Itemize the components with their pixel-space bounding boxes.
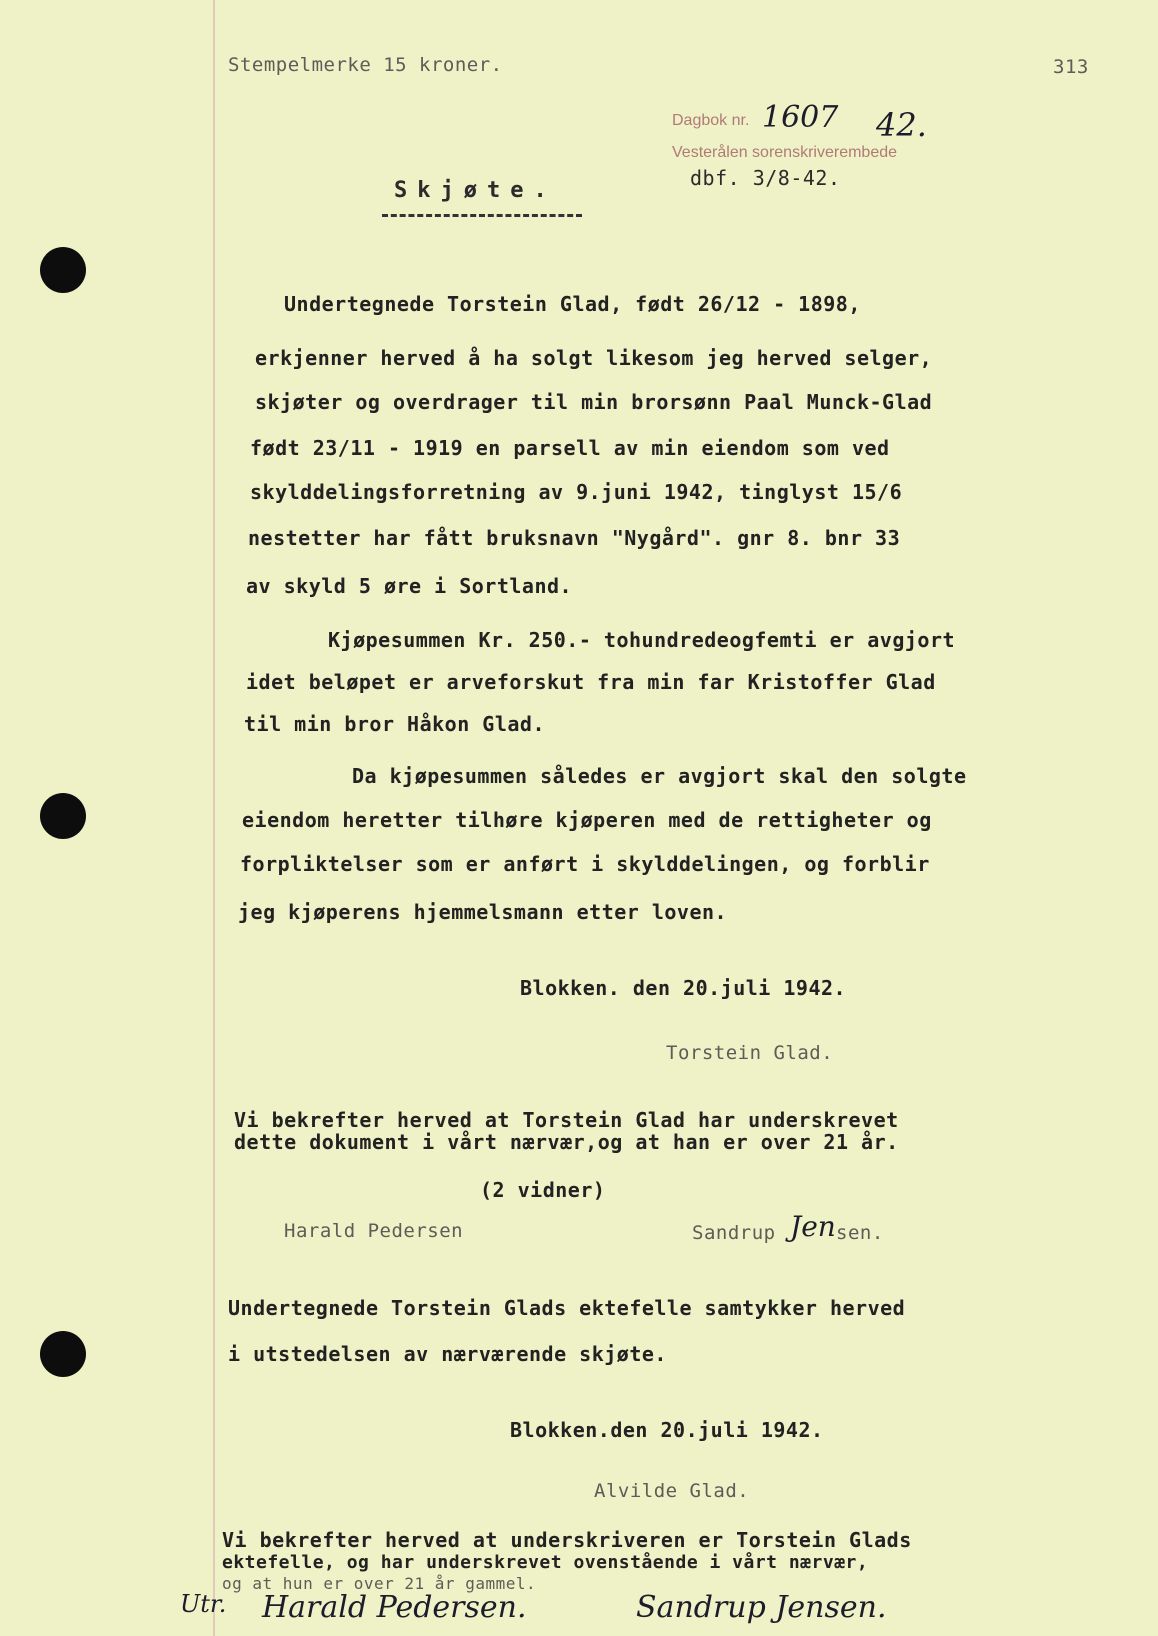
place-date: Blokken.den 20.juli 1942. <box>510 1418 824 1442</box>
spouse-text: i utstedelsen av nærværende skjøte. <box>228 1342 667 1366</box>
punch-hole <box>40 247 86 293</box>
spouse-text: Undertegnede Torstein Glads ektefelle samtykker herved <box>228 1296 906 1320</box>
stamp-note: Stempelmerke 15 kroner. <box>228 54 503 76</box>
body-line: født 23/11 - 1919 en parsell av min eiendom som ved <box>250 436 890 460</box>
signer-name: Torstein Glad. <box>666 1042 834 1064</box>
document-title: Skjøte. <box>394 178 557 203</box>
body-line: av skyld 5 øre i Sortland. <box>246 574 573 598</box>
body-line: idet beløpet er arveforskut fra min far Kristoffer Glad <box>246 670 936 694</box>
punch-hole <box>40 793 86 839</box>
signer-name: Alvilde Glad. <box>594 1480 750 1502</box>
body-line: skjøter og overdrager til min brorsønn Paal Munck-Glad <box>255 390 933 414</box>
dagbok-year: 42. <box>876 106 927 144</box>
office-stamp: Vesterålen sorenskriverembede <box>672 144 898 161</box>
witness-text: dette dokument i vårt nærvær,og at han er over 21 år. <box>234 1130 899 1154</box>
body-line: Undertegnede Torstein Glad, født 26/12 - 1898, <box>284 292 861 316</box>
body-line: skylddelingsforretning av 9.juni 1942, tinglyst 15/6 <box>250 480 903 504</box>
handwritten-initials: Utr. <box>180 1590 227 1618</box>
handwritten-signature: Harald Pedersen. <box>262 1590 527 1625</box>
body-line: erkjenner herved å ha solgt likesom jeg herved selger, <box>255 346 933 370</box>
body-line: nestetter har fått bruksnavn "Nygård". gnr 8. bnr 33 <box>248 526 901 550</box>
body-line: jeg kjøperens hjemmelsmann etter loven. <box>238 900 728 924</box>
witness-b-suffix: sen. <box>836 1222 884 1244</box>
body-line: til min bror Håkon Glad. <box>244 712 545 736</box>
witness-a-name: Harald Pedersen <box>284 1220 464 1242</box>
body-line: Da kjøpesummen således er avgjort skal den solgte <box>352 764 967 788</box>
dagbok-label: Dagbok nr. <box>672 112 750 129</box>
witness-b-prefix: Sandrup <box>692 1222 776 1244</box>
dagbok-number: 1607 <box>762 100 839 135</box>
place-date: Blokken. den 20.juli 1942. <box>520 976 847 1000</box>
punch-hole <box>40 1331 86 1377</box>
witness-text: Vi bekrefter herved at Torstein Glad har underskrevet <box>234 1108 899 1132</box>
witness-b-handwritten: Jen <box>790 1210 836 1243</box>
witness-text: Vi bekrefter herved at underskriveren er Torstein Glads <box>222 1528 912 1552</box>
dbf-note: dbf. 3/8-42. <box>690 166 841 190</box>
handwritten-signature: Sandrup Jensen. <box>636 1590 887 1625</box>
witness-text: og at hun er over 21 år gammel. <box>222 1574 537 1593</box>
body-line: forpliktelser som er anført i skylddelingen, og forblir <box>240 852 930 876</box>
page-number: 313 <box>1053 56 1089 78</box>
title-underline <box>382 214 582 217</box>
margin-line <box>213 0 215 1636</box>
witness-text: ektefelle, og har underskrevet ovenstående i vårt nærvær, <box>222 1552 869 1573</box>
body-line: eiendom heretter tilhøre kjøperen med de rettigheter og <box>242 808 932 832</box>
body-line: Kjøpesummen Kr. 250.- tohundredeogfemti er avgjort <box>328 628 956 652</box>
witness-count: (2 vidner) <box>480 1178 606 1202</box>
